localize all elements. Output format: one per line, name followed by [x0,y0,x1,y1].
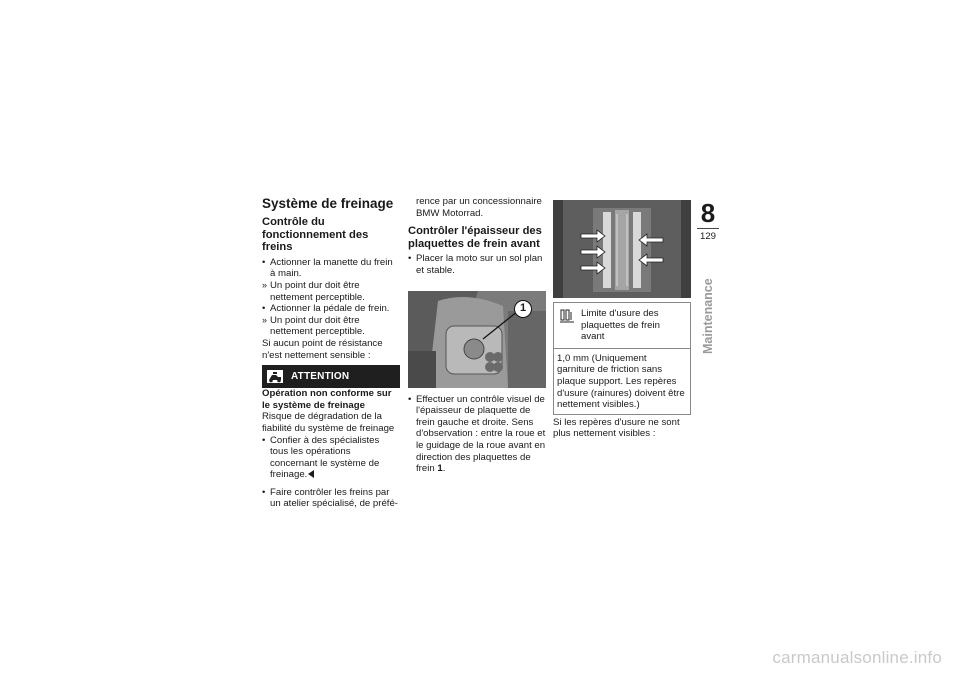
attention-step-text: Confier à des spécialistes tous les opérations concernant le système de freinage. [270,434,380,481]
brake-caliper-photo [408,291,546,388]
wear-limit-spec-box [553,302,691,415]
spec-title: Limite d'usure des plaquettes de frein avant [581,308,660,343]
chapter-marker [696,200,720,242]
step-foot-brake: • Actionner la pédale de frein. [262,303,400,315]
attention-heading: Opération non conforme sur le système de freinage [262,388,392,411]
visual-check-end: . [442,463,446,475]
step-have-brakes-checked: • Faire contrôler les freins par un atelier spécialisé, de préfé- [262,487,400,510]
attention-step [262,435,400,481]
page-number: 129 [699,231,716,242]
column-2 [408,196,546,475]
subsection-title-brake-pads: Contrôler l'épaisseur des plaquettes de frein avant [408,225,542,250]
watermark: carmanualsonline.info [772,648,942,667]
attention-label: ATTENTION [291,370,350,382]
no-resistance-note: Si aucun point de résistance n'est nettement sensible : [262,337,383,361]
continued-text: rence par un concessionnaire BMW Motorrad. [416,196,542,219]
spec-header [554,303,690,349]
brake-pad-wear-diagram [553,200,691,298]
column-1 [262,196,400,510]
attention-body: Risque de dégradation de la fiabilité du système de freinage [262,411,395,434]
motorcycle-warning-icon [267,370,283,383]
result-pressure-point-1: » Un point dur doit être nettement perceptible. [262,280,400,303]
visual-check-text: Effectuer un contrôle visuel de l'épaisseur de plaquette de frein gauche et droite. Sens d'observation : entre la roue et le guidage de la roue avant en direction des plaquettes de frein [416,393,546,475]
result-pressure-point-2: » Un point dur doit être nettement perceptible. [262,315,400,338]
column-3 [553,200,691,440]
visual-check-ref: 1 [437,463,443,475]
brake-wear-gauge-icon [560,309,574,323]
chapter-divider [697,228,719,229]
photo-callout-1: 1 [514,300,532,318]
spec-value: 1,0 mm (Uniquement garniture de friction sans plaque support. Les repères d'usure (rainures) doivent être nettement visibles.) [557,352,685,411]
chapter-number: 8 [700,198,716,228]
step-place-motorcycle: • Placer la moto sur un sol plan et stable. [408,253,546,276]
end-of-warning-triangle-icon [308,470,314,478]
step-hand-brake: • Actionner la manette du frein à main. [262,257,400,280]
chapter-label: Maintenance [701,278,715,354]
brake-pad-wear-illustration [553,200,691,298]
subsection-title-brake-function: Contrôle du fonctionnement des freins [262,216,369,254]
wear-marks-note: Si les repères d'usure ne sont plus nettement visibles : [553,416,680,440]
step-visual-check [408,394,546,475]
section-title: Système de freinage [262,196,394,211]
attention-bar [262,365,400,388]
